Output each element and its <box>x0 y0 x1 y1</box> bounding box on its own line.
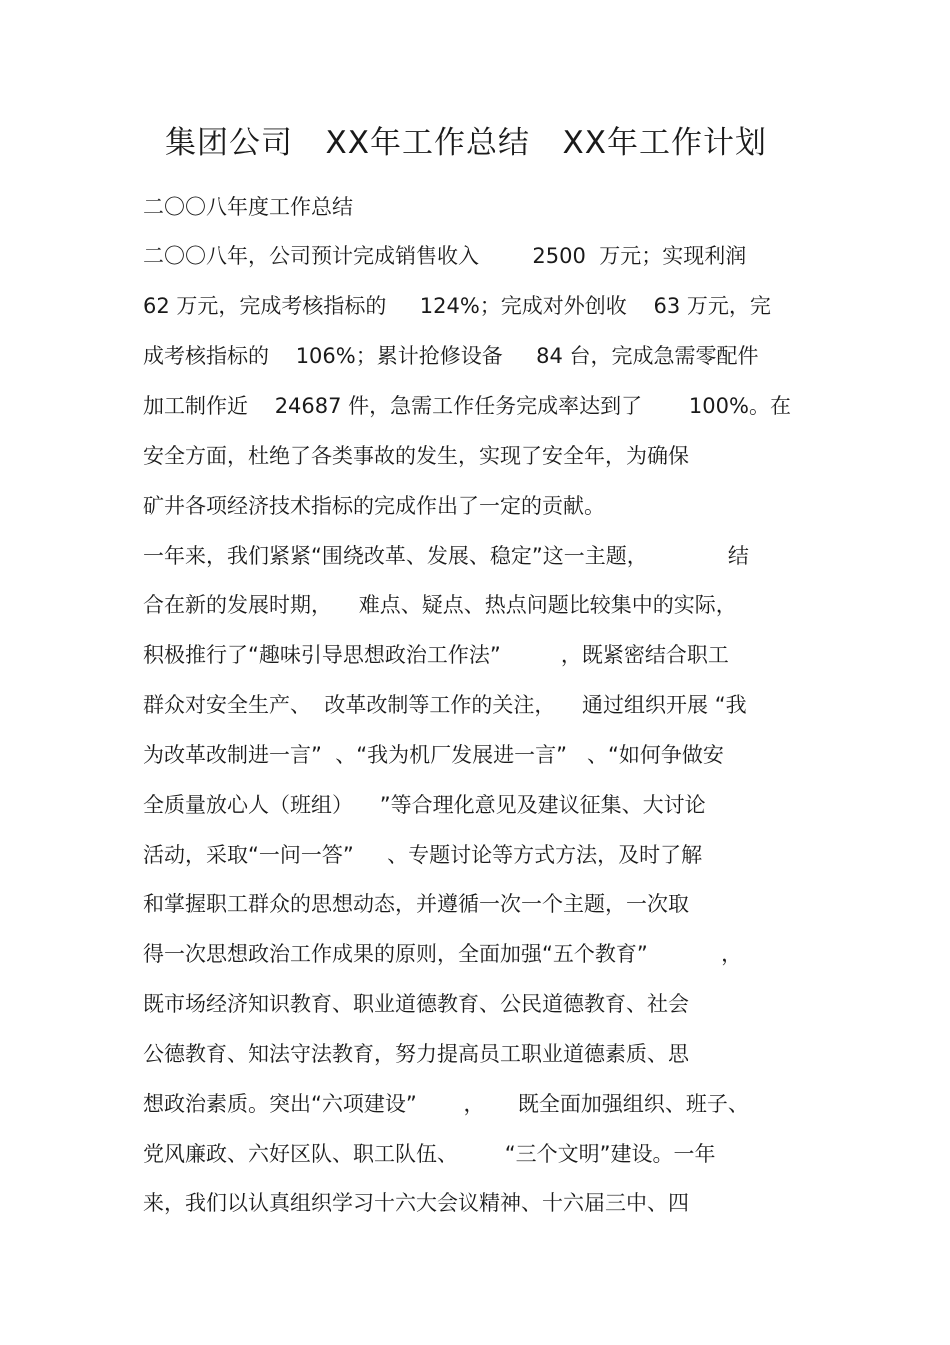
body-line: 一年来，我们紧紧“围绕改革、发展、稳定”这一主题， 结 <box>143 544 749 568</box>
body-line: 和掌握职工群众的思想动态，并遵循一次一个主题，一次取 <box>143 892 689 916</box>
body-line: 来，我们以认真组织学习十六大会议精神、十六届三中、四 <box>143 1191 689 1215</box>
body-line: 党风廉政、六好区队、职工队伍、 “三个文明”建设。一年 <box>143 1142 716 1166</box>
body-line: 安全方面，杜绝了各类事故的发生，实现了安全年，为确保 <box>143 444 689 468</box>
body-line: 群众对安全生产、 改革改制等工作的关注， 通过组织开展 “我 <box>143 693 747 717</box>
body-line: 既市场经济知识教育、职业道德教育、公民道德教育、社会 <box>143 992 689 1016</box>
body-line: 合在新的发展时期， 难点、疑点、热点问题比较集中的实际， <box>143 593 737 617</box>
body-line: 公德教育、知法守法教育，努力提高员工职业道德素质、思 <box>143 1042 689 1066</box>
body-line: 成考核指标的 106%；累计抢修设备 84 台，完成急需零配件 <box>143 344 759 368</box>
body-line: 62 万元，完成考核指标的 124%；完成对外创收 63 万元，完 <box>143 294 771 318</box>
document-title: 集团公司 XX年工作总结 XX年工作计划 <box>164 125 768 161</box>
body-line: 加工制作近 24687 件，急需工作任务完成率达到了 100%。在 <box>143 394 791 418</box>
body-line: 全质量放心人（班组） ”等合理化意见及建议征集、大讨论 <box>143 793 706 817</box>
body-line: 活动，采取“一问一答” 、专题讨论等方式方法，及时了解 <box>143 843 703 867</box>
body-line: 想政治素质。突出“六项建设” ， 既全面加强组织、班子、 <box>143 1092 749 1116</box>
section-heading: 二〇〇八年度工作总结 <box>143 195 353 219</box>
body-line: 积极推行了“趣味引导思想政治工作法” ，既紧密结合职工 <box>143 643 729 667</box>
body-line: 为改革改制进一言” 、“我为机厂发展进一言” 、“如何争做安 <box>143 743 724 767</box>
body-line: 矿井各项经济技术指标的完成作出了一定的贡献。 <box>143 494 605 518</box>
body-line: 得一次思想政治工作成果的原则，全面加强“五个教育” ， <box>143 942 743 966</box>
body-line: 二〇〇八年，公司预计完成销售收入 2500 万元；实现利润 <box>143 244 747 268</box>
